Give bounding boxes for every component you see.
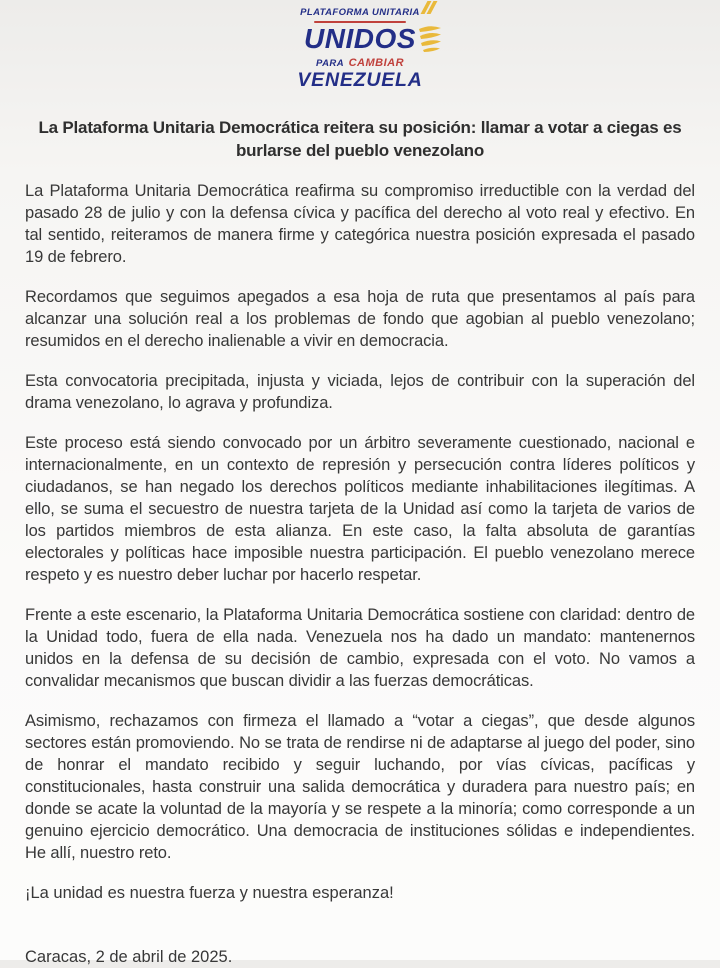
dateline: Caracas, 2 de abril de 2025. <box>25 947 233 966</box>
paragraph-convocatoria: Esta convocatoria precipitada, injusta y viciada, lejos de contribuir con la superación del drama venezolano, lo agrava y profundiza. <box>25 371 695 412</box>
slogan-line: ¡La unidad es nuestra fuerza y nuestra esperanza! <box>25 883 394 902</box>
plataforma-unitaria-logo <box>285 3 435 91</box>
logo-swoosh-icon <box>418 24 442 54</box>
paragraph-compromiso: La Plataforma Unitaria Democrática reafirma su compromiso irreductible con la verdad del pasado 28 de julio y con la defensa cívica y pacífica del derecho al voto real y efectivo. En tal sentido, reiteramos de manera firme y categórica nuestra posición expresada el pasado 19 de febrero. <box>25 181 695 266</box>
logo-slashes-icon <box>422 1 434 18</box>
logo-venezuela-text: VENEZUELA <box>297 69 423 91</box>
logo-plataforma-unitaria-text: PLATAFORMA UNITARIA <box>300 7 420 18</box>
paragraph-hoja-de-ruta: Recordamos que seguimos apegados a esa hoja de ruta que presentamos al país para alcanzar una solución real a los problemas de fondo que agobian al pueblo venezolano; resumidos en el derecho inalienable a vivir en democracia. <box>25 287 695 350</box>
logo-cambiar-text: CAMBIAR <box>348 57 405 69</box>
logo-para-cambiar-row <box>285 54 435 70</box>
statement-title: La Plataforma Unitaria Democrática reitera su posición: llamar a votar a ciegas es burlarse del pueblo venezolano <box>38 117 682 160</box>
paragraph-votar-a-ciegas: Asimismo, rechazamos con firmeza el llamado a “votar a ciegas”, que desde algunos sectores están promoviendo. No se trata de rendirse ni de adaptarse al juego del poder, sino de honrar el mandato recibido y seguir luchando, por vías cívicas, pacíficas y constitucionales, hasta construir una salida democrática y duradera para nuestro país; en donde se acate la voluntad de la mayoría y se respete a la minoría; como corresponde a un genuino ejercicio democrático. Una democracia de instituciones sólidas e independientes. He allí, nuestro reto. <box>25 711 695 862</box>
logo-para-text: PARA <box>315 58 345 69</box>
paragraph-unidad-mandato: Frente a este escenario, la Plataforma Unitaria Democrática sostiene con claridad: dentro de la Unidad todo, fuera de ella nada. Venezuela nos ha dado un mandato: mantenernos unidos en la defensa de su decisión de cambio, expresada con el voto. No vamos a convalidar mecanismos que buscan dividir a las fuerzas democráticas. <box>25 605 695 690</box>
logo-unidos-text: UNIDOS <box>304 23 416 54</box>
paragraph-arbitro-cuestionado: Este proceso está siendo convocado por un árbitro severamente cuestionado, nacional e internacionalmente, en un contexto de represión y persecución contra líderes políticos y ciudadanos, se han negado los derechos políticos mediante inhabilitaciones ilegítimas. A ello, se suma el secuestro de nuestra tarjeta de la Unidad así como la tarjeta de varios de los partidos miembros de esta alianza. En este caso, la falta absoluta de garantías electorales y políticas hace imposible nuestra participación. El pueblo venezolano merece respeto y es nuestro deber luchar por hacerlo respetar. <box>25 433 695 584</box>
